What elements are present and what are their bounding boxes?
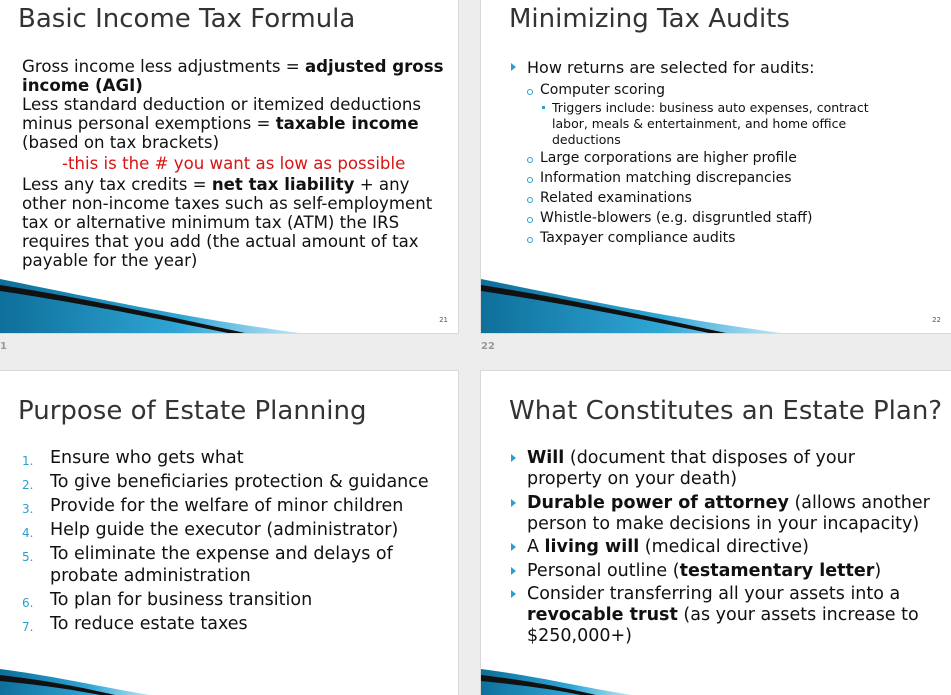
bold-term: living will [544, 537, 640, 557]
bullet-list [509, 448, 934, 650]
text: Triggers include: business auto expenses, contract labor, meals & entertainment, and home office deductions [552, 100, 869, 147]
list-item [509, 58, 939, 248]
text: + any other non-income taxes such as self-employment tax or alternative minimum tax (ATM) the IRS requires that you add (the actual amount of tax payable for the year) [22, 175, 433, 270]
text: Personal outline ( [527, 560, 680, 581]
list-number: 3. [22, 502, 34, 516]
sub-list [527, 80, 939, 248]
list-number: 1. [22, 454, 34, 468]
list-item [527, 148, 939, 168]
bold-term: Will [527, 448, 565, 468]
text: Whistle-blowers (e.g. disgruntled staff) [540, 210, 813, 226]
list-item [527, 228, 939, 248]
slide-title: Purpose of Estate Planning [18, 396, 367, 426]
list-item [527, 168, 939, 188]
circle-bullet-icon [527, 157, 533, 163]
bold-term: Durable power of attorney [527, 492, 789, 513]
swoosh-graphic [481, 665, 781, 695]
slide-21 [0, 0, 458, 333]
list-number: 2. [22, 478, 34, 492]
list-item [527, 188, 939, 208]
swoosh-graphic [0, 273, 300, 333]
text: (medical directive) [639, 537, 809, 557]
text: Less any tax credits = [22, 175, 212, 194]
list-item [527, 80, 939, 148]
list-item [22, 496, 452, 518]
text: To reduce estate taxes [50, 613, 248, 634]
text: To plan for business transition [50, 589, 313, 610]
list-number: 5. [22, 550, 34, 564]
slide-23 [0, 371, 458, 695]
page-number: 22 [932, 316, 941, 324]
circle-bullet-icon [527, 177, 533, 183]
triangle-bullet-icon [511, 567, 516, 575]
bold-term: net tax liability [211, 175, 355, 194]
paragraph [22, 175, 447, 270]
triangle-bullet-icon [511, 543, 516, 551]
circle-bullet-icon [527, 237, 533, 243]
list-item [22, 520, 452, 542]
slide-title: Minimizing Tax Audits [509, 4, 790, 34]
text: Ensure who gets what [50, 448, 244, 468]
text: Help guide the executor (administrator) [50, 520, 399, 540]
text: Computer scoring [540, 82, 666, 98]
list-item [22, 472, 452, 494]
text: (based on tax brackets) [22, 133, 220, 152]
list-item [540, 100, 872, 148]
text: (document that disposes of your property on your death) [527, 448, 855, 489]
list-item [509, 448, 934, 490]
swoosh-graphic [481, 273, 781, 333]
bullet-list [509, 58, 939, 248]
bold-term: revocable trust [527, 605, 678, 625]
list-item [527, 208, 939, 228]
list-item [22, 448, 452, 470]
text: To eliminate the expense and delays of probate administration [50, 544, 393, 586]
list-item [22, 544, 452, 587]
text: (as your assets increase to $250,000+) [527, 605, 919, 646]
bold-term: testamentary letter [679, 560, 875, 581]
text: Taxpayer compliance audits [540, 230, 736, 246]
page-number: 21 [439, 316, 448, 324]
text: To give beneficiaries protection & guidance [50, 472, 429, 492]
list-item [509, 537, 934, 558]
slide-body [22, 57, 447, 270]
circle-bullet-icon [527, 89, 533, 95]
circle-bullet-icon [527, 217, 533, 223]
list-item [22, 614, 452, 636]
list-item [509, 561, 934, 582]
text: ) [874, 560, 882, 581]
list-item [509, 584, 934, 647]
paragraph [22, 57, 447, 95]
text: How returns are selected for audits: [527, 58, 815, 77]
list-item [22, 590, 452, 612]
triangle-bullet-icon [511, 590, 516, 598]
text: Gross income less adjustments = [22, 57, 305, 76]
slide-title: Basic Income Tax Formula [18, 4, 356, 34]
thumbnail-number: 22 [481, 341, 495, 352]
circle-bullet-icon [527, 197, 533, 203]
list-number: 7. [22, 619, 34, 634]
swoosh-graphic [0, 665, 300, 695]
paragraph [22, 95, 447, 152]
text: (allows another person to make decisions in your incapacity) [527, 492, 930, 534]
slide-title: What Constitutes an Estate Plan? [509, 396, 943, 426]
text: Related examinations [540, 190, 692, 206]
thumbnail-number: 1 [0, 341, 7, 352]
sub-sub-list [540, 100, 939, 148]
text: A [527, 537, 545, 557]
triangle-bullet-icon [511, 63, 516, 71]
square-bullet-icon [542, 106, 545, 109]
highlight-note: -this is the # you want as low as possible [62, 154, 406, 173]
text: Large corporations are higher profile [540, 150, 797, 166]
slide-24 [481, 371, 951, 695]
text: Less standard deduction or itemized deductions minus personal exemptions = [22, 95, 422, 133]
list-number: 4. [22, 526, 34, 540]
list-item [509, 493, 934, 535]
triangle-bullet-icon [511, 499, 516, 507]
text: Consider transferring all your assets into a [527, 584, 901, 604]
text: Provide for the welfare of minor children [50, 496, 404, 516]
bold-term: taxable income [275, 114, 419, 133]
bold-term: adjusted gross income (AGI) [22, 57, 444, 95]
slide-22 [481, 0, 951, 333]
list-number: 6. [22, 595, 34, 610]
text: Information matching discrepancies [540, 170, 792, 186]
triangle-bullet-icon [511, 454, 516, 462]
numbered-list [22, 448, 452, 638]
